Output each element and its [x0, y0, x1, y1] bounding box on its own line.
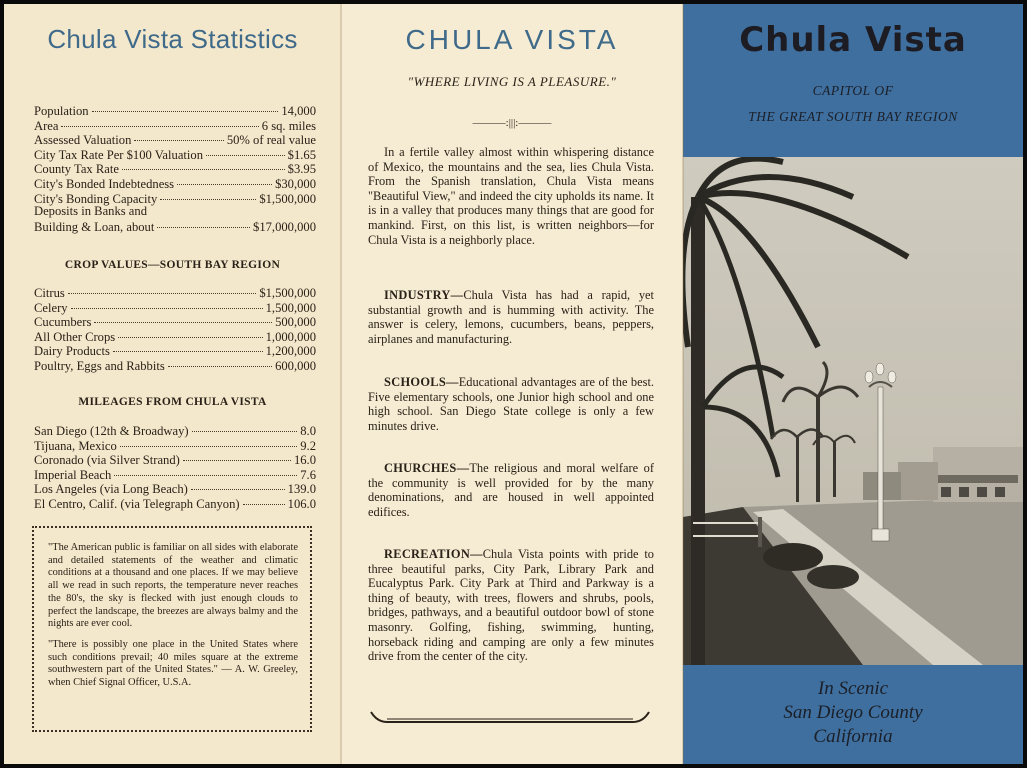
footer-line: California: [813, 726, 893, 747]
leader-dots: [157, 227, 250, 228]
leader-dots: [177, 184, 272, 185]
mileage-value: 7.6: [300, 467, 316, 482]
stat-label: Area: [34, 118, 59, 133]
quote-paragraph: "The American public is familiar on all sides with elaborate and detailed statements of the weather and climatic conditions at a thousand and one places. If we may believe all we read in such reports, the temperature never reaches the 80's, the sky is flecked with just enough clouds to perfect the landscape, the breezes are always balmy and the nights are ever cool.: [48, 542, 298, 630]
stat-row: [34, 148, 316, 162]
mileage-value: 106.0: [287, 497, 316, 511]
leader-dots: [118, 337, 262, 338]
quote-paragraph: "There is possibly one place in the United States where such conditions prevail; 40 miles square at the extreme southwestern part of the United States." — A. W. Greeley, when Chief Signal Officer, U.S.A.: [48, 638, 298, 689]
leader-dots: [61, 126, 258, 127]
mileage-label: Los Angeles (via Long Beach): [34, 482, 188, 497]
footer-line: San Diego County: [783, 702, 923, 723]
section-heading: INDUSTRY—: [384, 288, 464, 302]
crop-value: 500,000: [275, 315, 316, 330]
section-text: The religious and moral welfare of the community is well provided for by the many denominations, and are housed in well appointed edifices.: [368, 461, 654, 519]
leader-dots: [114, 475, 297, 476]
mileage-value: 139.0: [287, 482, 316, 497]
mileage-row: [34, 439, 316, 453]
section-text: Educational advantages are of the best. Five elementary schools, one Junior high school and one high school. San Diego State college is only a few minutes drive.: [368, 375, 654, 433]
stat-row: [34, 220, 316, 234]
greeley-quote-box: [32, 526, 312, 732]
stat-value: $1.65: [287, 147, 316, 162]
decorative-bottom-rule: [369, 710, 651, 726]
churches-paragraph: [368, 461, 654, 519]
crop-values-heading: CROP VALUES—SOUTH BAY REGION: [64, 259, 281, 271]
crop-row: [34, 344, 316, 358]
cover-footer: [683, 665, 1023, 764]
mileage-row: [34, 482, 316, 496]
crop-row: [34, 315, 316, 329]
stat-row: [34, 119, 316, 133]
crop-label: All Other Crops: [34, 329, 116, 344]
leader-dots: [206, 155, 285, 156]
crop-label: Cucumbers: [34, 315, 92, 330]
mileage-value: 9.2: [300, 438, 316, 453]
mileage-value: 16.0: [293, 453, 316, 468]
crop-label: Poultry, Eggs and Rabbits: [34, 359, 165, 373]
leader-dots: [192, 431, 298, 432]
leader-dots: [191, 489, 285, 490]
crop-row: [34, 330, 316, 344]
crop-label: Celery: [34, 300, 68, 315]
leader-dots: [168, 366, 272, 367]
stat-row: [34, 177, 316, 191]
crop-row: [34, 359, 316, 373]
street-photo: [683, 157, 1023, 665]
street-scene-image: [683, 157, 1023, 665]
crop-value: 1,200,000: [265, 344, 316, 359]
crop-value: 600,000: [275, 359, 316, 373]
statistics-panel: [4, 4, 341, 764]
cover-header: [683, 4, 1023, 157]
leader-dots: [243, 504, 285, 505]
stat-row: [34, 133, 316, 147]
stat-label: Population: [34, 104, 89, 118]
stat-value: $17,000,000: [253, 220, 316, 234]
section-heading: RECREATION—: [384, 547, 483, 561]
cover-caption: CAPITOL OF: [812, 83, 894, 98]
leader-dots: [134, 140, 223, 141]
leader-dots: [160, 199, 256, 200]
stat-label: City's Bonding Capacity: [34, 191, 158, 206]
intro-paragraph: In a fertile valley almost within whispering distance of Mexico, the mountains and the sea, lies Chula Vista. From the Spanish translation, Chula Vista means "Beautiful View," and indeed the city upholds its name. It is in a valley that produces many things that are good for mankind. First, on this list, is written neighbors—for Chula Vista is a neighborly place.: [368, 145, 654, 247]
cover-title: Chula Vista: [739, 20, 967, 60]
crop-label: Citrus: [34, 286, 65, 300]
section-heading: CHURCHES—: [384, 461, 470, 475]
leader-dots: [68, 293, 257, 294]
schools-paragraph: [368, 375, 654, 433]
section-heading: SCHOOLS—: [384, 375, 459, 389]
leader-dots: [71, 308, 263, 309]
stat-label: City Tax Rate Per $100 Valuation: [34, 147, 203, 162]
cover-panel: [683, 4, 1023, 764]
section-text: Chula Vista has had a rapid, yet substantial growth and is humming with activity. The answer is celery, lemons, cucumbers, beans, peppers, airplanes and manufacturing.: [368, 288, 654, 346]
mileages-heading: MILEAGES FROM CHULA VISTA: [78, 396, 267, 408]
mileage-row: [34, 424, 316, 438]
footer-line: In Scenic: [817, 678, 889, 699]
brochure-title: CHULA VISTA: [405, 24, 619, 55]
crop-row: [34, 286, 316, 300]
stat-value: $30,000: [275, 177, 316, 191]
recreation-paragraph: [368, 547, 654, 664]
crop-row: [34, 301, 316, 315]
leader-dots: [122, 169, 285, 170]
leader-dots: [120, 446, 297, 447]
mileage-value: 8.0: [300, 424, 316, 438]
stat-value: $1,500,000: [259, 191, 316, 206]
mileage-label: Coronado (via Silver Strand): [34, 453, 180, 468]
stat-row: [34, 104, 316, 118]
crop-value: 1,500,000: [265, 300, 316, 315]
stat-label: County Tax Rate: [34, 162, 119, 177]
cover-caption: THE GREAT SOUTH BAY REGION: [748, 109, 958, 124]
stat-value: $3.95: [287, 162, 316, 177]
stat-label: Building & Loan, about: [34, 220, 155, 234]
section-text: Chula Vista points with pride to three beautiful parks, City Park, Library Park and Eucalyptus Park. City Park at Third and Parkway is a thing of beauty, with trees, flowers and shrubs, pools, bridges, pathways, and a beautiful outdoor bowl of stone masonry. Golfing, fishing, swimming, hunting, horseback riding and camping are only a few minutes drive from the center of the city.: [368, 547, 654, 664]
stat-label: City's Bonded Indebtedness: [34, 177, 175, 191]
ornament-divider: ———:|||:———: [472, 117, 552, 129]
deposits-line: Deposits in Banks and: [34, 204, 147, 218]
mileage-row: [34, 468, 316, 482]
slogan: "WHERE LIVING IS A PLEASURE.": [407, 74, 617, 89]
mileage-label: San Diego (12th & Broadway): [34, 424, 189, 438]
mileage-row: [34, 497, 316, 511]
stat-row: [34, 162, 316, 176]
stat-label: Assessed Valuation: [34, 133, 132, 148]
crop-label: Dairy Products: [34, 344, 110, 359]
leader-dots: [94, 322, 272, 323]
leader-dots: [183, 460, 291, 461]
crop-value: $1,500,000: [259, 286, 316, 300]
industry-paragraph: [368, 288, 654, 346]
mileage-row: [34, 453, 316, 467]
statistics-title: Chula Vista Statistics: [47, 24, 298, 54]
fold-crease: [340, 4, 342, 764]
leader-dots: [92, 111, 279, 112]
mileage-label: El Centro, Calif. (via Telegraph Canyon): [34, 497, 240, 511]
crop-value: 1,000,000: [265, 329, 316, 344]
mileage-label: Tijuana, Mexico: [34, 438, 117, 453]
stat-value: 50% of real value: [226, 133, 316, 148]
stat-value: 6 sq. miles: [261, 118, 316, 133]
leader-dots: [113, 351, 263, 352]
fold-crease: [682, 4, 684, 764]
description-panel: [341, 4, 683, 764]
mileage-label: Imperial Beach: [34, 467, 112, 482]
stat-value: 14,000: [281, 104, 316, 118]
